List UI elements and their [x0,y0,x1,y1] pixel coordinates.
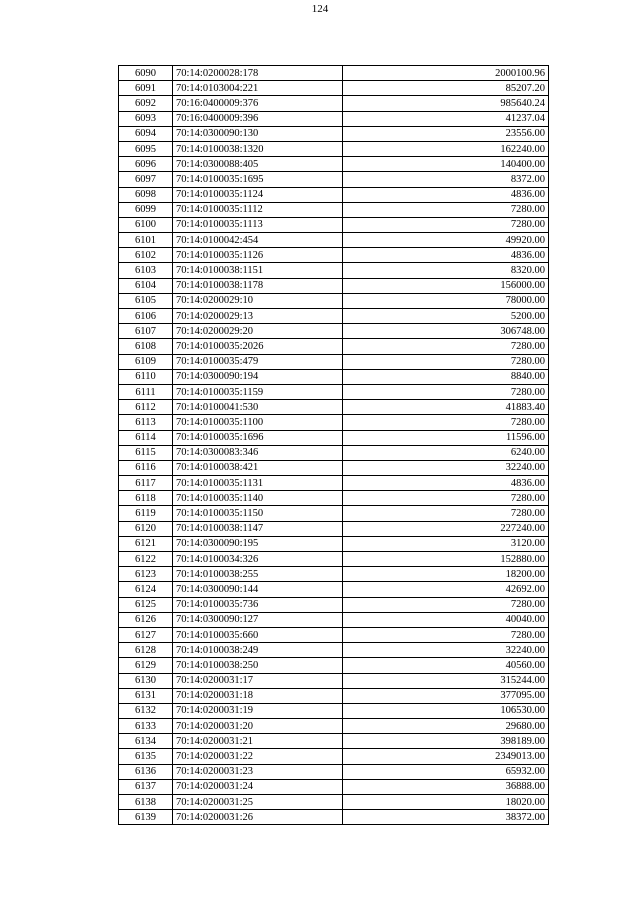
row-number-cell: 6104 [119,278,173,293]
cadastral-number-cell: 70:14:0200031:25 [173,795,343,810]
table-row [119,339,549,354]
cadastral-number-cell: 70:14:0200029:10 [173,293,343,308]
table-row [119,567,549,582]
row-number-cell: 6123 [119,567,173,582]
cadastral-number-cell: 70:14:0100038:1147 [173,521,343,536]
cadastral-number-cell: 70:14:0100035:1150 [173,506,343,521]
cadastral-number-cell: 70:14:0100035:660 [173,627,343,642]
cadastral-number-cell: 70:14:0100035:1695 [173,172,343,187]
row-number-cell: 6108 [119,339,173,354]
row-number-cell: 6127 [119,627,173,642]
row-number-cell: 6128 [119,643,173,658]
row-number-cell: 6120 [119,521,173,536]
row-number-cell: 6115 [119,445,173,460]
cadastral-value-cell: 7280.00 [343,597,549,612]
cadastral-value-cell: 41883.40 [343,400,549,415]
cadastral-value-cell: 38372.00 [343,810,549,825]
cadastral-value-cell: 7280.00 [343,354,549,369]
row-number-cell: 6137 [119,779,173,794]
cadastral-value-cell: 32240.00 [343,460,549,475]
table-row [119,764,549,779]
cadastral-number-cell: 70:14:0200031:19 [173,703,343,718]
row-number-cell: 6133 [119,719,173,734]
table-row [119,324,549,339]
row-number-cell: 6091 [119,81,173,96]
cadastral-value-cell: 40040.00 [343,612,549,627]
row-number-cell: 6095 [119,141,173,156]
table-row [119,81,549,96]
table-row [119,111,549,126]
cadastral-number-cell: 70:14:0200031:26 [173,810,343,825]
cadastral-number-cell: 70:14:0100035:1126 [173,248,343,263]
row-number-cell: 6102 [119,248,173,263]
cadastral-value-cell: 8840.00 [343,369,549,384]
cadastral-value-cell: 8320.00 [343,263,549,278]
cadastral-value-cell: 4836.00 [343,476,549,491]
cadastral-number-cell: 70:14:0300090:195 [173,536,343,551]
cadastral-value-cell: 41237.04 [343,111,549,126]
row-number-cell: 6093 [119,111,173,126]
table-row [119,779,549,794]
table-row [119,248,549,263]
cadastral-number-cell: 70:14:0100042:454 [173,233,343,248]
table-row [119,795,549,810]
cadastral-value-cell: 49920.00 [343,233,549,248]
table-row [119,278,549,293]
table-row [119,521,549,536]
table-row [119,491,549,506]
page-number: 124 [311,3,329,15]
cadastral-value-cell: 7280.00 [343,339,549,354]
cadastral-value-cell: 65932.00 [343,764,549,779]
cadastral-number-cell: 70:14:0300090:194 [173,369,343,384]
row-number-cell: 6125 [119,597,173,612]
cadastral-number-cell: 70:14:0100038:1151 [173,263,343,278]
table-body [119,66,549,825]
cadastral-number-cell: 70:14:0100035:1100 [173,415,343,430]
cadastral-value-cell: 7280.00 [343,491,549,506]
row-number-cell: 6105 [119,293,173,308]
cadastral-number-cell: 70:14:0100038:249 [173,643,343,658]
cadastral-value-cell: 18020.00 [343,795,549,810]
table-row [119,658,549,673]
cadastral-number-cell: 70:14:0100035:1140 [173,491,343,506]
cadastral-value-cell: 4836.00 [343,248,549,263]
cadastral-value-table [118,65,549,825]
table-row [119,233,549,248]
cadastral-value-cell: 4836.00 [343,187,549,202]
row-number-cell: 6121 [119,536,173,551]
row-number-cell: 6130 [119,673,173,688]
row-number-cell: 6114 [119,430,173,445]
table-row [119,536,549,551]
cadastral-value-cell: 398189.00 [343,734,549,749]
table-row [119,552,549,567]
row-number-cell: 6139 [119,810,173,825]
cadastral-number-cell: 70:14:0200031:20 [173,719,343,734]
table-row [119,354,549,369]
table-row [119,460,549,475]
cadastral-number-cell: 70:14:0200031:18 [173,688,343,703]
row-number-cell: 6134 [119,734,173,749]
cadastral-number-cell: 70:14:0100035:1159 [173,384,343,399]
table-row [119,217,549,232]
table-row [119,445,549,460]
cadastral-value-cell: 7280.00 [343,415,549,430]
cadastral-number-cell: 70:14:0200028:178 [173,66,343,81]
cadastral-number-cell: 70:14:0100035:1131 [173,476,343,491]
cadastral-number-cell: 70:14:0200031:17 [173,673,343,688]
cadastral-value-cell: 29680.00 [343,719,549,734]
row-number-cell: 6122 [119,552,173,567]
cadastral-number-cell: 70:14:0100035:1112 [173,202,343,217]
row-number-cell: 6103 [119,263,173,278]
table-row [119,384,549,399]
cadastral-number-cell: 70:14:0300090:144 [173,582,343,597]
table-row [119,66,549,81]
cadastral-value-cell: 32240.00 [343,643,549,658]
table-row [119,582,549,597]
cadastral-value-cell: 5200.00 [343,309,549,324]
row-number-cell: 6138 [119,795,173,810]
cadastral-number-cell: 70:14:0200031:21 [173,734,343,749]
table-row [119,643,549,658]
row-number-cell: 6097 [119,172,173,187]
row-number-cell: 6126 [119,612,173,627]
row-number-cell: 6096 [119,157,173,172]
row-number-cell: 6094 [119,126,173,141]
cadastral-number-cell: 70:14:0100041:530 [173,400,343,415]
cadastral-value-cell: 11596.00 [343,430,549,445]
row-number-cell: 6136 [119,764,173,779]
cadastral-number-cell: 70:14:0100038:421 [173,460,343,475]
cadastral-number-cell: 70:14:0200031:24 [173,779,343,794]
cadastral-value-cell: 78000.00 [343,293,549,308]
cadastral-number-cell: 70:14:0200029:20 [173,324,343,339]
cadastral-value-cell: 85207.20 [343,81,549,96]
table-row [119,430,549,445]
table-row [119,202,549,217]
cadastral-value-cell: 2000100.96 [343,66,549,81]
table-row [119,157,549,172]
row-number-cell: 6111 [119,384,173,399]
cadastral-number-cell: 70:14:0300090:130 [173,126,343,141]
cadastral-value-cell: 377095.00 [343,688,549,703]
cadastral-value-cell: 162240.00 [343,141,549,156]
cadastral-value-cell: 152880.00 [343,552,549,567]
table-row [119,719,549,734]
cadastral-number-cell: 70:14:0103004:221 [173,81,343,96]
cadastral-value-cell: 227240.00 [343,521,549,536]
row-number-cell: 6099 [119,202,173,217]
cadastral-value-cell: 7280.00 [343,506,549,521]
row-number-cell: 6119 [119,506,173,521]
table-row [119,612,549,627]
cadastral-number-cell: 70:14:0200031:22 [173,749,343,764]
table-row [119,734,549,749]
cadastral-number-cell: 70:14:0300088:405 [173,157,343,172]
row-number-cell: 6100 [119,217,173,232]
cadastral-value-cell: 2349013.00 [343,749,549,764]
row-number-cell: 6117 [119,476,173,491]
cadastral-number-cell: 70:14:0200029:13 [173,309,343,324]
table-row [119,703,549,718]
cadastral-number-cell: 70:16:0400009:376 [173,96,343,111]
cadastral-number-cell: 70:14:0100038:1320 [173,141,343,156]
cadastral-number-cell: 70:14:0100038:250 [173,658,343,673]
table-row [119,627,549,642]
row-number-cell: 6109 [119,354,173,369]
table-row [119,126,549,141]
cadastral-number-cell: 70:14:0300090:127 [173,612,343,627]
table-row [119,810,549,825]
cadastral-value-cell: 8372.00 [343,172,549,187]
table-row [119,673,549,688]
table-row [119,749,549,764]
cadastral-value-cell: 156000.00 [343,278,549,293]
cadastral-number-cell: 70:14:0100038:255 [173,567,343,582]
cadastral-value-cell: 18200.00 [343,567,549,582]
table-row [119,263,549,278]
table-row [119,400,549,415]
cadastral-value-cell: 315244.00 [343,673,549,688]
cadastral-value-cell: 3120.00 [343,536,549,551]
cadastral-value-cell: 7280.00 [343,202,549,217]
row-number-cell: 6131 [119,688,173,703]
row-number-cell: 6135 [119,749,173,764]
table-row [119,476,549,491]
table-row [119,141,549,156]
row-number-cell: 6118 [119,491,173,506]
cadastral-value-cell: 42692.00 [343,582,549,597]
table-row [119,309,549,324]
cadastral-value-cell: 40560.00 [343,658,549,673]
cadastral-value-cell: 7280.00 [343,384,549,399]
cadastral-number-cell: 70:14:0100035:2026 [173,339,343,354]
row-number-cell: 6110 [119,369,173,384]
row-number-cell: 6107 [119,324,173,339]
table-row [119,96,549,111]
cadastral-value-cell: 7280.00 [343,627,549,642]
row-number-cell: 6129 [119,658,173,673]
row-number-cell: 6101 [119,233,173,248]
table-row [119,506,549,521]
cadastral-value-cell: 106530.00 [343,703,549,718]
cadastral-value-cell: 36888.00 [343,779,549,794]
table-row [119,293,549,308]
cadastral-number-cell: 70:14:0300083:346 [173,445,343,460]
row-number-cell: 6090 [119,66,173,81]
cadastral-number-cell: 70:14:0100034:326 [173,552,343,567]
cadastral-value-cell: 985640.24 [343,96,549,111]
table-row [119,597,549,612]
cadastral-value-cell: 23556.00 [343,126,549,141]
cadastral-number-cell: 70:14:0100035:1696 [173,430,343,445]
cadastral-number-cell: 70:14:0100035:1113 [173,217,343,232]
cadastral-value-cell: 6240.00 [343,445,549,460]
cadastral-number-cell: 70:16:0400009:396 [173,111,343,126]
cadastral-number-cell: 70:14:0100035:479 [173,354,343,369]
table-row [119,172,549,187]
cadastral-number-cell: 70:14:0100038:1178 [173,278,343,293]
table-row [119,187,549,202]
row-number-cell: 6116 [119,460,173,475]
row-number-cell: 6092 [119,96,173,111]
cadastral-number-cell: 70:14:0100035:1124 [173,187,343,202]
cadastral-value-cell: 140400.00 [343,157,549,172]
row-number-cell: 6098 [119,187,173,202]
cadastral-value-cell: 306748.00 [343,324,549,339]
table-row [119,369,549,384]
cadastral-number-cell: 70:14:0200031:23 [173,764,343,779]
row-number-cell: 6113 [119,415,173,430]
cadastral-value-cell: 7280.00 [343,217,549,232]
row-number-cell: 6112 [119,400,173,415]
row-number-cell: 6132 [119,703,173,718]
table-row [119,415,549,430]
cadastral-number-cell: 70:14:0100035:736 [173,597,343,612]
row-number-cell: 6124 [119,582,173,597]
table-row [119,688,549,703]
row-number-cell: 6106 [119,309,173,324]
